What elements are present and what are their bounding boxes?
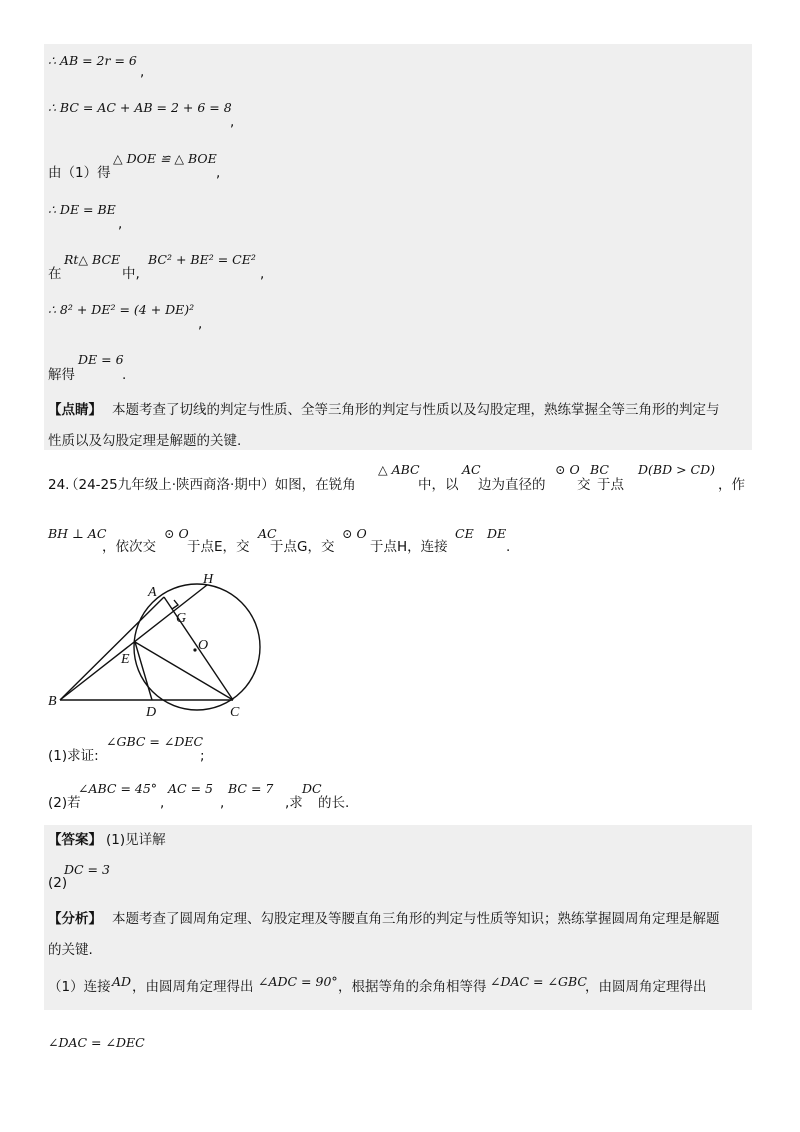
analysis-step-1-ad: AD <box>112 974 132 989</box>
label-o: O <box>198 638 209 653</box>
question-1-math: ∠GBC = ∠DEC <box>106 734 204 749</box>
line-rt-triangle: Rt△ BCE <box>64 252 121 267</box>
line-equation: ∴ 8² + DE² = (4 + DE)² <box>48 302 195 317</box>
problem-circle-o-2: ⊙ O <box>164 526 189 541</box>
line-congruent-math: △ DOE ≌ △ BOE <box>113 151 217 166</box>
answer-label: 【答案】 <box>48 832 102 848</box>
analysis-step-1-adc: ∠ADC = 90° <box>258 974 338 989</box>
analysis-line-1: 本题考查了圆周角定理、勾股定理及等腰直角三角形的判定与性质等知识；熟练掌握圆周角定理是解题 <box>112 911 720 927</box>
label-d: D <box>146 705 157 720</box>
problem-text-g: 于点G，交 <box>270 539 335 555</box>
geometry-figure <box>40 570 280 720</box>
question-2-dc: DC <box>302 781 322 796</box>
problem-ac: AC <box>462 462 481 477</box>
label-h: H <box>203 572 214 587</box>
problem-d-condition: D(BD > CD) <box>638 462 715 477</box>
analysis-line-2: 的关键. <box>48 942 93 958</box>
problem-ac-2: AC <box>258 526 277 541</box>
problem-text-zhong: 中，以 <box>418 477 459 493</box>
analysis-step-1-d: ，由圆周角定理得出 <box>585 979 707 995</box>
problem-text-h: 于点H，连接 <box>370 539 448 555</box>
line-solve-prefix: 解得 <box>48 367 75 383</box>
problem-bc: BC <box>590 462 609 477</box>
analysis-step-1-a: （1）连接 <box>48 979 111 995</box>
label-a: A <box>148 585 157 600</box>
problem-circle-o-3: ⊙ O <box>342 526 367 541</box>
label-b: B <box>48 694 57 709</box>
label-c: C <box>230 705 240 720</box>
question-2-sep-2: , <box>220 795 225 811</box>
tail-equation: ∠DAC = ∠DEC <box>48 1035 145 1050</box>
problem-circle-o: ⊙ O <box>555 462 580 477</box>
line-de-be-end: , <box>118 216 123 232</box>
answer-part-2-math: DC = 3 <box>64 862 110 877</box>
problem-text-zuo: ，作 <box>718 477 745 493</box>
question-1-end: ; <box>200 748 205 764</box>
analysis-step-1-dac-gbc: ∠DAC = ∠GBC <box>490 974 587 989</box>
problem-bh-perp: BH ⊥ AC <box>48 526 107 541</box>
analysis-step-1-c: ，根据等角的余角相等得 <box>338 979 487 995</box>
line-rt-prefix: 在 <box>48 266 62 282</box>
problem-text-yi: ，依次交 <box>102 539 156 555</box>
problem-text-end: . <box>506 539 511 555</box>
answer-part-2-num: (2) <box>48 875 68 891</box>
comment-line-2: 性质以及勾股定理是解题的关键. <box>48 433 242 449</box>
problem-de: DE <box>487 526 507 541</box>
line-pythag: BC² + BE² = CE² <box>148 252 256 267</box>
comment-line-1: 本题考查了切线的判定与性质、全等三角形的判定与性质以及勾股定理，熟练掌握全等三角形的判定与 <box>112 402 720 418</box>
answer-part-1: (1)见详解 <box>106 832 166 848</box>
label-g: G <box>176 611 187 626</box>
question-2-qiu: ,求 <box>285 795 303 811</box>
problem-number: 24. <box>48 477 70 493</box>
comment-label: 【点睛】 <box>48 402 102 418</box>
analysis-step-1-b: ，由圆周角定理得出 <box>132 979 254 995</box>
problem-text-bian: 边为直径的 <box>478 477 546 493</box>
problem-text-yudian: 于点 <box>597 477 624 493</box>
segment-ba <box>60 597 164 700</box>
segment-bh <box>60 585 207 700</box>
problem-source: （24-25九年级上·陕西商洛·期中）如图，在锐角 <box>65 477 356 493</box>
problem-ce: CE <box>455 526 474 541</box>
question-1-prefix: (1)求证: <box>48 748 99 764</box>
question-2-ac: AC = 5 <box>168 781 213 796</box>
line-congruent-prefix: 由（1）得 <box>48 165 111 181</box>
problem-triangle: △ ABC <box>378 462 420 477</box>
line-congruent-end: , <box>216 165 221 181</box>
line-bc-end: , <box>230 114 235 130</box>
line-ab: ∴ AB = 2r = 6 <box>48 53 137 68</box>
question-2-bc: BC = 7 <box>228 781 274 796</box>
line-rt-mid: 中, <box>122 266 140 282</box>
question-2-end: 的长. <box>318 795 350 811</box>
problem-text-jiao: 交 <box>577 477 591 493</box>
question-2-prefix: (2)若 <box>48 795 81 811</box>
problem-text-e: 于点E，交 <box>187 539 250 555</box>
line-ab-end: , <box>140 64 145 80</box>
label-e: E <box>121 652 130 667</box>
line-de-be: ∴ DE = BE <box>48 202 116 217</box>
line-bc: ∴ BC = AC + AB = 2 + 6 = 8 <box>48 100 232 115</box>
line-pythag-end: , <box>260 266 265 282</box>
point-o <box>193 648 196 651</box>
line-equation-end: , <box>198 316 203 332</box>
question-2-angle: ∠ABC = 45° <box>78 781 158 796</box>
analysis-label: 【分析】 <box>48 911 102 927</box>
question-2-sep-1: , <box>160 795 165 811</box>
line-solve-end: . <box>122 367 127 383</box>
line-solve-math: DE = 6 <box>78 352 124 367</box>
